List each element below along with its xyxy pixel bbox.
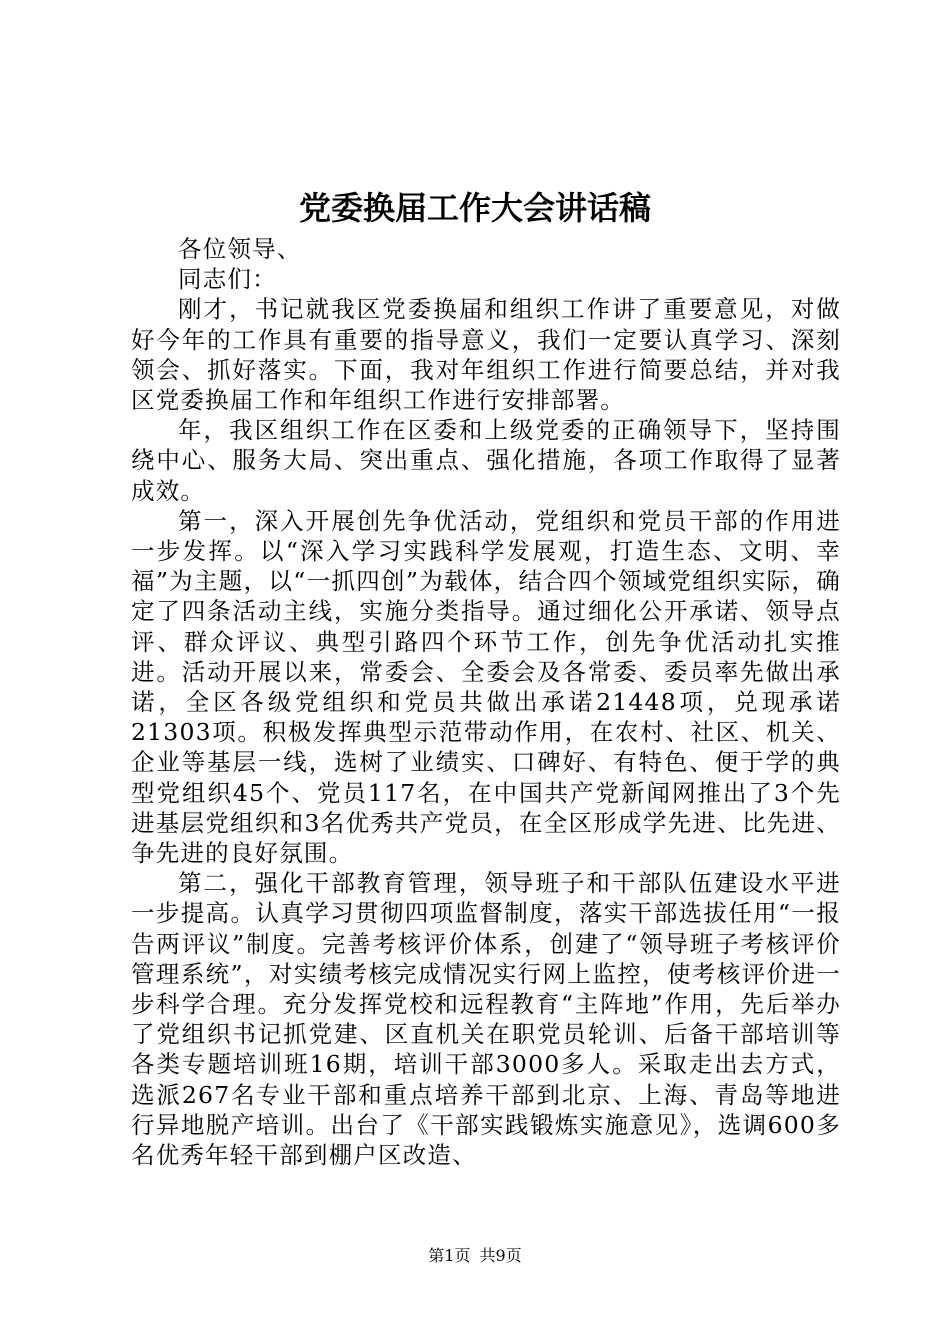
salutation-leaders: 各位领导、 xyxy=(178,235,302,263)
paragraph-second-point: 第二，强化干部教育管理，领导班子和干部队伍建设水平进一步提高。认真学习贯彻四项监督制度，落实干部选拔任用“一报告两评议”制度。完善考核评价体系，创建了“领导班子考核评价管理系统”，对实绩考核完成情况实行网上监控，使考核评价进一步科学合理。充分发挥党校和远程教育“主阵地”作用，先后举办了党组织书记抓党建、区直机关在职党员轮训、后备干部培训等各类专题培训班16期，培训干部3000多人。采取走出去方式，选派267名专业干部和重点培养干部到北京、上海、青岛等地进行异地脱产培训。出台了《干部实践锻炼实施意见》，选调600多名优秀年轻干部到棚户区改造、 xyxy=(131,869,841,1170)
paragraph-first-point: 第一，深入开展创先争优活动，党组织和党员干部的作用进一步发挥。以“深入学习实践科学发展观，打造生态、文明、幸福”为主题，以“一抓四创”为载体，结合四个领域党组织实际，确定了四条活动主线，实施分类指导。通过细化公开承诺、领导点评、群众评议、典型引路四个环节工作，创先争优活动扎实推进。活动开展以来，常委会、全委会及各常委、委员率先做出承诺，全区各级党组织和党员共做出承诺21448项，兑现承诺21303项。积极发挥典型示范带动作用，在农村、社区、机关、企业等基层一线，选树了业绩实、口碑好、有特色、便于学的典型党组织45个、党员117名，在中国共产党新闻网推出了3个先进基层党组织和3名优秀共产党员，在全区形成学先进、比先进、争先进的良好氛围。 xyxy=(131,506,841,868)
salutation-comrades: 同志们： xyxy=(178,265,277,294)
page-number: 第1页 xyxy=(428,1246,471,1265)
page-footer xyxy=(0,1245,950,1267)
paragraph-intro: 刚才，书记就我区党委换届和组织工作讲了重要意见，对做好今年的工作具有重要的指导意义，我们一定要认真学习、深刻领会、抓好落实。下面，我对年组织工作进行简要总结，并对我区党委换届工作和年组织工作进行安排部署。 xyxy=(131,295,841,415)
paragraph-summary: 年，我区组织工作在区委和上级党委的正确领导下，坚持围绕中心、服务大局、突出重点、强化措施，各项工作取得了显著成效。 xyxy=(131,416,841,505)
document-body xyxy=(131,234,841,1170)
page-total: 共9页 xyxy=(479,1246,522,1265)
document-title: 党委换届工作大会讲话稿 xyxy=(298,189,651,227)
